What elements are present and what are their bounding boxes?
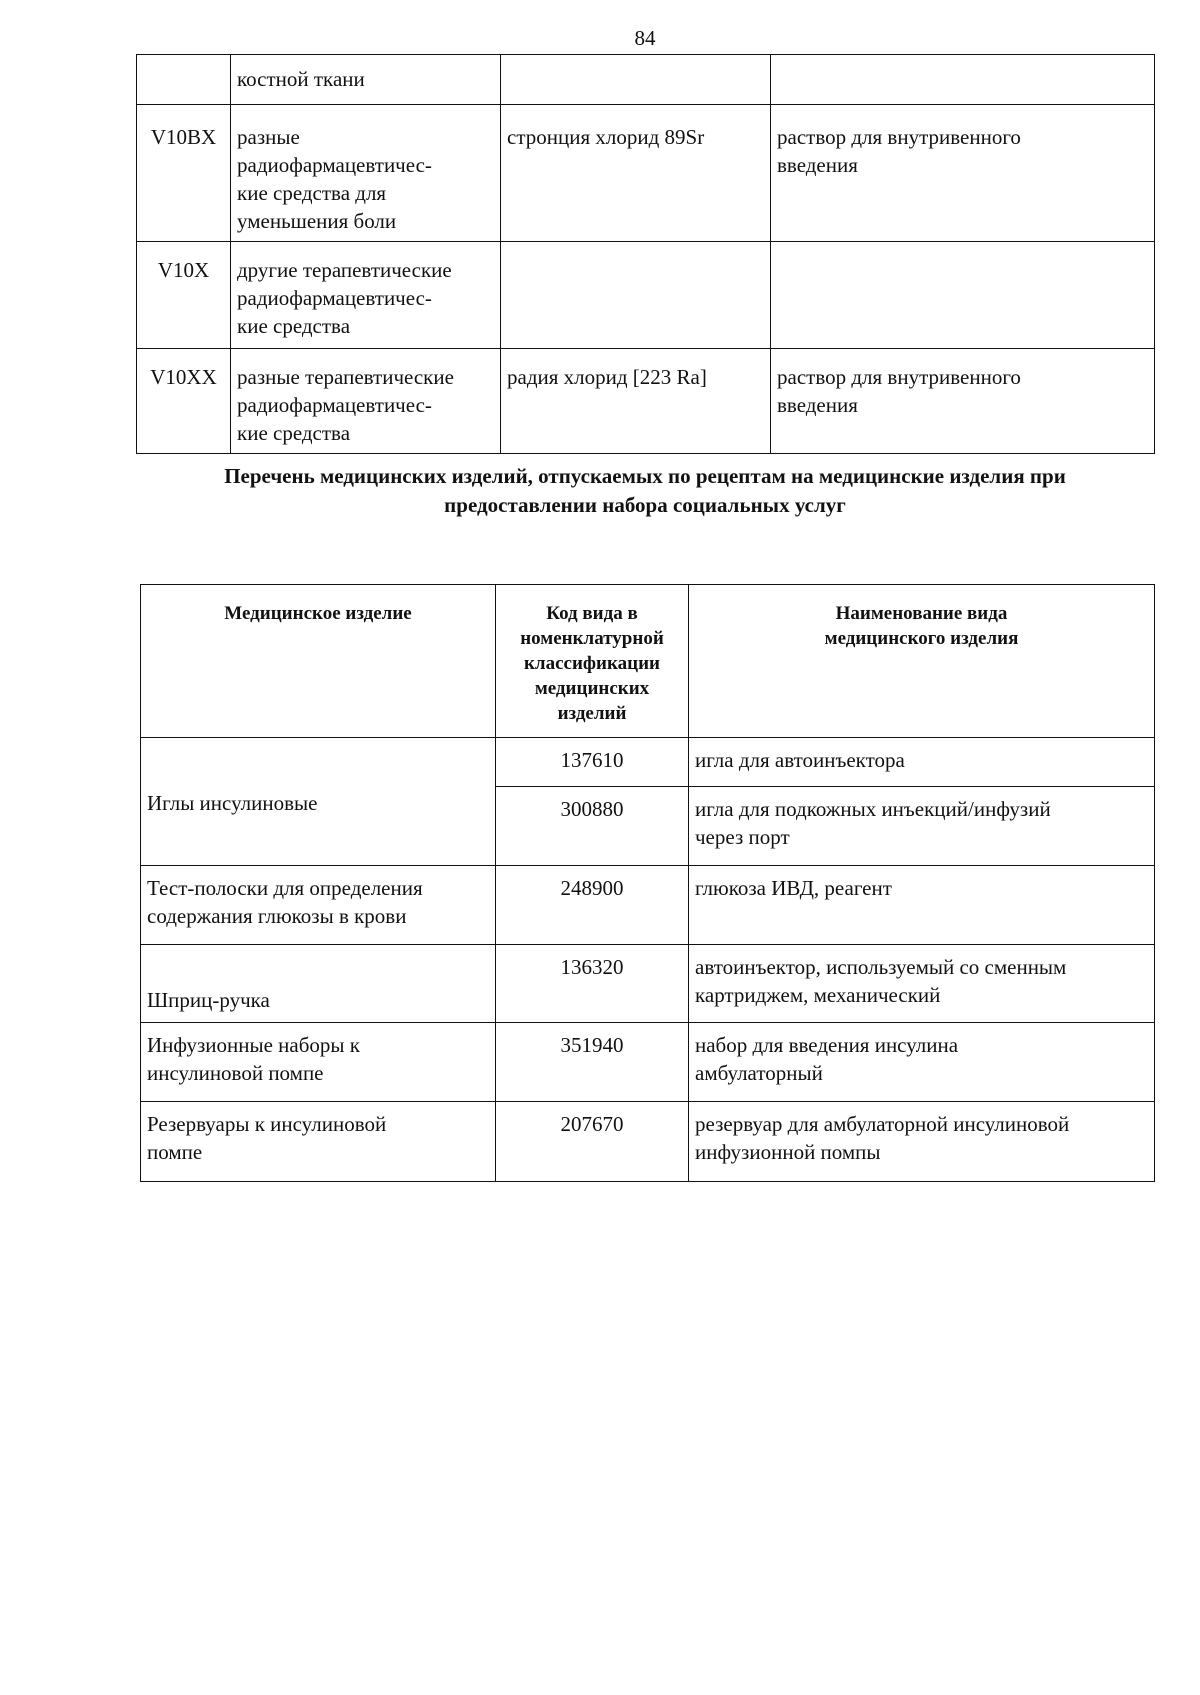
text-line: помпе	[147, 1140, 203, 1164]
device-cell	[141, 866, 496, 945]
header-device: Медицинское изделие	[141, 585, 496, 738]
text-line: радиофармацевтичес-	[237, 393, 432, 417]
code-cell: 136320	[496, 945, 689, 1023]
table-row	[137, 55, 1155, 105]
table-row	[141, 1023, 1155, 1102]
substance-cell	[501, 55, 771, 105]
table-row	[137, 349, 1155, 454]
text-line: другие терапевтические	[237, 258, 452, 282]
header-line: Наименование вида	[835, 603, 1008, 624]
section-title-line: предоставлении набора социальных услуг	[444, 493, 846, 517]
table-header-row	[141, 585, 1155, 738]
text-line: Инфузионные наборы к	[147, 1033, 360, 1057]
text-line: Резервуары к инсулиновой	[147, 1112, 387, 1136]
text-line: раствор для внутривенного	[777, 365, 1021, 389]
atc-code-cell	[137, 55, 231, 105]
group-cell	[231, 349, 501, 454]
group-cell	[231, 105, 501, 242]
group-cell	[231, 242, 501, 349]
name-cell	[689, 787, 1155, 866]
atc-code-cell: V10BX	[137, 105, 231, 242]
text-line: введения	[777, 153, 858, 177]
atc-code-cell: V10XX	[137, 349, 231, 454]
text-line: игла для подкожных инъекций/инфузий	[695, 797, 1051, 821]
header-code	[496, 585, 689, 738]
device-table	[140, 584, 1155, 1182]
substance-cell: стронция хлорид 89Sr	[501, 105, 771, 242]
name-cell	[689, 945, 1155, 1023]
text-line: картриджем, механический	[695, 983, 941, 1007]
section-title	[130, 462, 1160, 520]
code-cell: 300880	[496, 787, 689, 866]
header-line: медицинского изделия	[824, 628, 1019, 649]
name-cell: игла для автоинъектора	[689, 738, 1155, 787]
text-line: содержания глюкозы в крови	[147, 904, 407, 928]
text-line: разные	[237, 125, 300, 149]
header-line: изделий	[557, 703, 627, 724]
table-row	[137, 105, 1155, 242]
text-line: радиофармацевтичес-	[237, 286, 432, 310]
section-title-line: Перечень медицинских изделий, отпускаемых по рецептам на медицинские изделия при	[224, 464, 1066, 488]
group-cell: костной ткани	[231, 55, 501, 105]
text-line: инфузионной помпы	[695, 1140, 881, 1164]
header-line: классификации	[523, 653, 660, 674]
header-line: номенклатурной	[520, 628, 664, 649]
name-cell	[689, 1023, 1155, 1102]
form-cell	[771, 105, 1155, 242]
page-number: 84	[634, 26, 656, 50]
device-cell: Шприц-ручка	[141, 945, 496, 1023]
text-line: кие средства	[237, 314, 351, 338]
form-cell	[771, 55, 1155, 105]
form-cell	[771, 349, 1155, 454]
code-cell: 248900	[496, 866, 689, 945]
code-cell: 351940	[496, 1023, 689, 1102]
text-line: инсулиновой помпе	[147, 1061, 324, 1085]
text-line: автоинъектор, используемый со сменным	[695, 955, 1067, 979]
atc-code-cell: V10X	[137, 242, 231, 349]
header-line: медицинских	[534, 678, 650, 699]
text-line: разные терапевтические	[237, 365, 454, 389]
drug-table	[136, 54, 1155, 454]
device-cell: Иглы инсулиновые	[141, 738, 496, 866]
text-line: радиофармацевтичес-	[237, 153, 432, 177]
table-row	[141, 1102, 1155, 1182]
name-cell	[689, 1102, 1155, 1182]
substance-cell: радия хлорид [223 Ra]	[501, 349, 771, 454]
table-row	[137, 242, 1155, 349]
code-cell: 207670	[496, 1102, 689, 1182]
text-line: раствор для внутривенного	[777, 125, 1021, 149]
header-name	[689, 585, 1155, 738]
text-line: кие средства	[237, 421, 351, 445]
header-line: Код вида в	[546, 603, 638, 624]
text-line: амбулаторный	[695, 1061, 823, 1085]
text-line: резервуар для амбулаторной инсулиновой	[695, 1112, 1070, 1136]
text-line: уменьшения боли	[237, 209, 397, 233]
form-cell	[771, 242, 1155, 349]
device-cell	[141, 1102, 496, 1182]
name-cell: глюкоза ИВД, реагент	[689, 866, 1155, 945]
table-row	[141, 738, 1155, 787]
code-cell: 137610	[496, 738, 689, 787]
substance-cell	[501, 242, 771, 349]
table-row	[141, 866, 1155, 945]
device-cell	[141, 1023, 496, 1102]
text-line: кие средства для	[237, 181, 387, 205]
text-line: набор для введения инсулина	[695, 1033, 959, 1057]
text-line: через порт	[695, 825, 790, 849]
text-line: Тест-полоски для определения	[147, 876, 423, 900]
table-row	[141, 945, 1155, 1023]
text-line: введения	[777, 393, 858, 417]
